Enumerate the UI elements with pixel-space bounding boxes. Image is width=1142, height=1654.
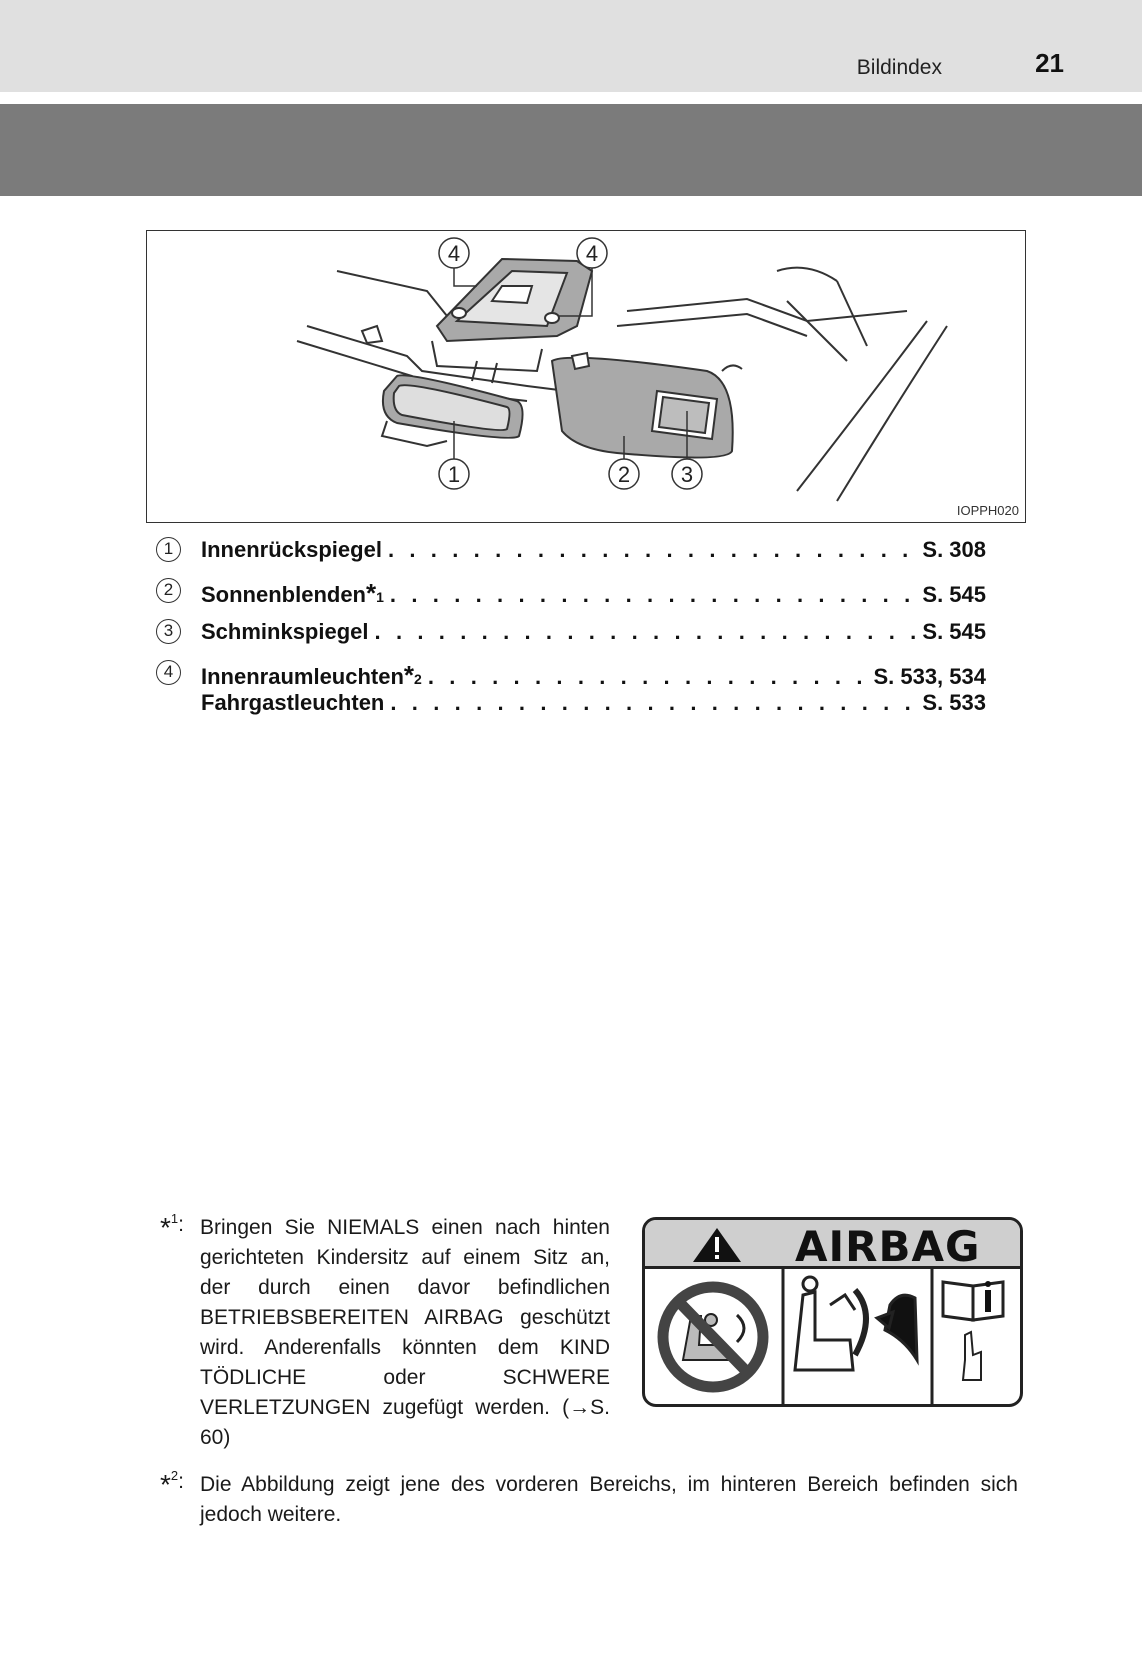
leader-dots bbox=[388, 537, 916, 563]
legend-list bbox=[156, 533, 986, 716]
page-reference[interactable]: S. 545 bbox=[922, 582, 986, 607]
footnote-marker: *$^2$: bbox=[160, 1468, 184, 1500]
legend-label: Schminkspiegel bbox=[201, 619, 369, 644]
legend-item: 2 Sonnenblenden * 1 . . . S. 545 bbox=[156, 574, 986, 615]
legend-number: 2 bbox=[156, 578, 181, 603]
footnote-number: 1 bbox=[170, 1211, 179, 1226]
footnote-star: * bbox=[160, 1469, 171, 1500]
interior-illustration bbox=[146, 230, 1026, 523]
footnote-2-text: Die Abbildung zeigt jene des vorderen Bereichs, im hinteren Bereich befinden sich jedoch weitere. bbox=[200, 1473, 1018, 1526]
footnote-marker: *$^1$: bbox=[160, 1211, 184, 1243]
callout-3: 3 bbox=[680, 462, 694, 487]
footnote-star: * bbox=[160, 1212, 171, 1243]
legend-item bbox=[156, 615, 986, 656]
footnote-number: 2 bbox=[170, 1468, 179, 1483]
page-reference[interactable]: S. 545 bbox=[922, 619, 986, 644]
page-number: 21 bbox=[1035, 48, 1064, 78]
legend-number: 1 bbox=[156, 537, 181, 562]
callout-1: 1 bbox=[447, 462, 461, 487]
leader-dots bbox=[390, 690, 916, 716]
airbag-deploy-icon bbox=[795, 1277, 917, 1370]
airbag-warning-label bbox=[642, 1217, 1023, 1407]
warning-triangle-icon bbox=[693, 1228, 741, 1262]
legend-number: 3 bbox=[156, 619, 181, 644]
airbag-pictograms bbox=[645, 1220, 1020, 1404]
footnote-1-text: Bringen Sie NIEMALS einen nach hinten gerichteten Kindersitz auf einem Sitz an, der durch einen davor befindlichen BETRIEBSBEREITEN AIRBAG geschützt wird. Anderenfalls könnten dem KIND TÖDLICHE oder SCHWERE VERLETZUNGEN zugefügt werden. (→S. 60) bbox=[200, 1216, 610, 1449]
legend-label: Innenraumleuchten bbox=[201, 664, 404, 689]
footnote-star: * bbox=[366, 578, 377, 608]
legend-label: Innenrückspiegel bbox=[201, 537, 382, 562]
title-band bbox=[0, 104, 1142, 196]
ceiling-drawing bbox=[147, 231, 1024, 521]
no-rear-facing-child-seat-icon bbox=[663, 1287, 763, 1387]
legend-item-continuation bbox=[156, 686, 986, 716]
page-reference[interactable]: S. 533, 534 bbox=[873, 664, 986, 689]
legend-number: 4 bbox=[156, 660, 181, 685]
airbag-title: AIRBAG bbox=[795, 1222, 981, 1271]
section-title: Bildindex bbox=[856, 56, 942, 79]
callout-4-left: 4 bbox=[447, 241, 461, 266]
legend-label: Sonnenblenden bbox=[201, 582, 366, 607]
callout-2: 2 bbox=[617, 462, 631, 487]
read-manual-icon bbox=[943, 1281, 1003, 1380]
legend-item: 4 Innenraumleuchten * 2 . . . S. 533, 534 bbox=[156, 656, 986, 686]
leader-dots bbox=[390, 582, 916, 608]
legend-item bbox=[156, 533, 986, 574]
page-reference[interactable]: S. 533 bbox=[922, 690, 986, 715]
legend-label: Fahrgastleuchten bbox=[201, 690, 385, 715]
page-reference[interactable]: S. 308 bbox=[922, 537, 986, 562]
footnote-star: * bbox=[403, 660, 415, 690]
leader-dots bbox=[375, 619, 917, 645]
figure-id: IOPPH020 bbox=[956, 503, 1019, 518]
callout-4-right: 4 bbox=[585, 241, 599, 266]
header-bar bbox=[0, 0, 1142, 92]
